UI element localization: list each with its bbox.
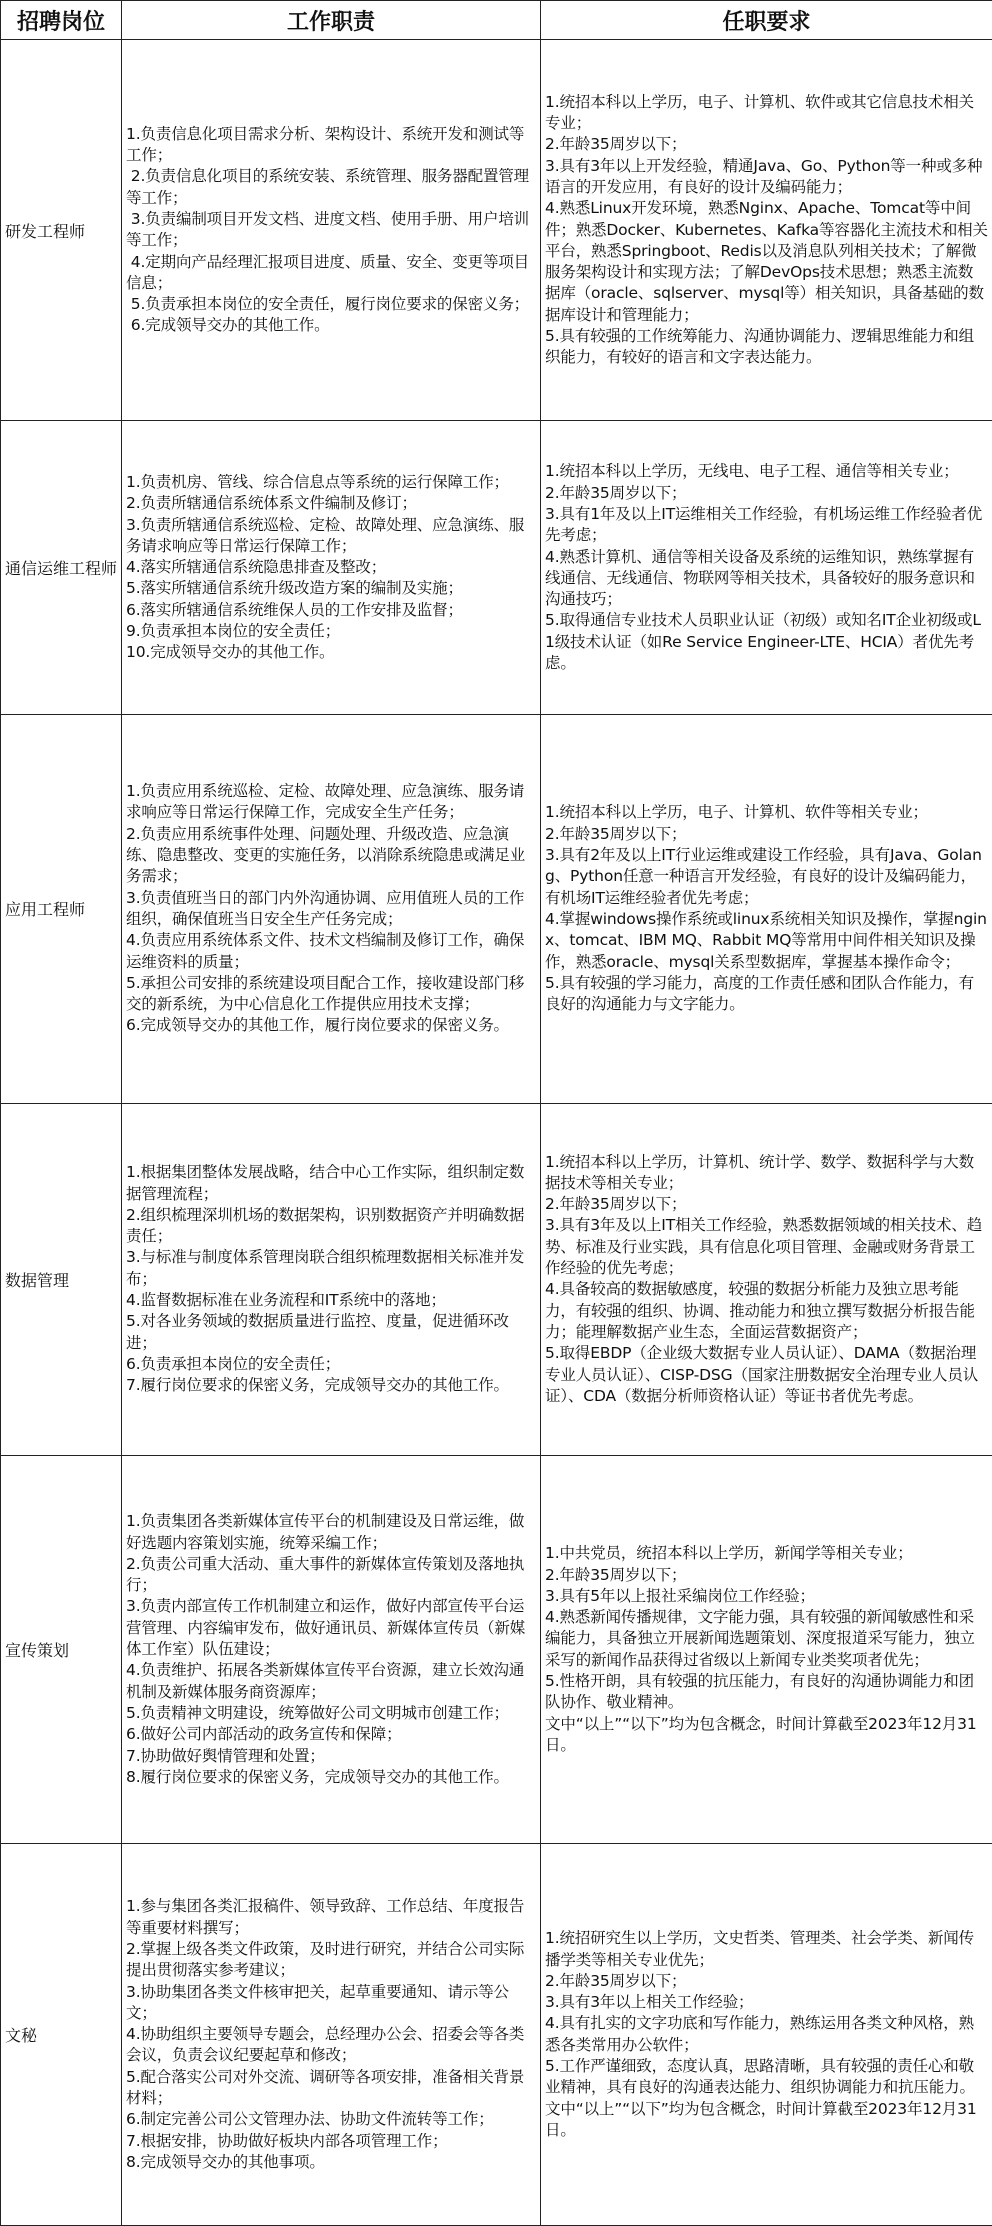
duty-item: 8.履行岗位要求的保密义务，完成领导交办的其他工作。 xyxy=(126,1767,509,1786)
requirements-cell xyxy=(541,1844,992,2226)
duty-item: 2.负责应用系统事件处理、问题处理、升级改造、应急演练、隐患整改、变更的实施任务，以消除系统隐患或满足业务需求； xyxy=(126,824,526,886)
requirement-item: 5.取得EBDP（企业级大数据专业人员认证）、DAMA（数据治理专业人员认证）、CISP-DSG（国家注册数据安全治理专业人员认证）、CDA（数据分析师资格认证）等证书者优先考虑。 xyxy=(545,1344,979,1405)
duty-item: 8.完成领导交办的其他事项。 xyxy=(126,2152,325,2171)
duty-item: 5.落实所辖通信系统升级改造方案的编制及实施； xyxy=(126,579,463,598)
duty-item: 1.负责应用系统巡检、定检、故障处理、应急演练、服务请求响应等日常运行保障工作，完成安全生产任务； xyxy=(126,782,525,822)
requirement-item: 4.熟悉新闻传播规律，文字能力强，具有较强的新闻敏感性和采编能力，具备独立开展新闻选题策划、深度报道采写能力，独立采写的新闻作品获得过省级以上新闻专业类奖项者优先； xyxy=(545,1608,975,1669)
duty-item: 2.掌握上级各类文件政策，及时进行研究，并结合公司实际提出贯彻落实参考建议； xyxy=(126,1939,525,1980)
requirement-item: 1.统招本科以上学历，电子、计算机、软件等相关专业； xyxy=(545,803,928,822)
requirement-item: 3.具有3年以上相关工作经验； xyxy=(545,1993,754,2012)
duty-item: 4.协助组织主要领导专题会，总经理办公会、招委会等各类会议，负责会议纪要起草和修改； xyxy=(126,2025,525,2065)
requirement-item: 4.熟悉Linux开发环境，熟悉Nginx、Apache、Tomcat等中间件；熟悉Docker、Kubernetes、Kafka等容器化主流技术和相关平台，熟悉Springboot、Redis以及消息队列相关技术；了解微服务架构设计和实现方法；了解DevOps技术思想；熟悉主流数据库（oracle、sqlserver、mysql等）相关知识，具备基础的数据库设计和管理能力； xyxy=(545,199,988,324)
duty-item: 3.负责内部宣传工作机制建立和运作，做好内部宣传平台运营管理、内容编审发布，做好通讯员、新媒体宣传员（新媒体工作室）队伍建设； xyxy=(126,1597,526,1659)
requirement-item: 4.具有扎实的文字功底和写作能力，熟练运用各类文种风格，熟悉各类常用办公软件； xyxy=(545,2014,974,2054)
position-name: 应用工程师 xyxy=(1,715,122,1104)
duties-cell xyxy=(122,715,541,1104)
requirement-item: 4.掌握windows操作系统或linux系统相关知识及操作，掌握nginx、tomcat、IBM MQ、Rabbit MQ等常用中间件相关知识及操作，熟悉oracle、mysql关系型数据库，掌握基本操作命令； xyxy=(545,909,987,971)
duty-item: 5.承担公司安排的系统建设项目配合工作，接收建设部门移交的新系统，为中心信息化工作提供应用技术支撑； xyxy=(126,973,525,1014)
requirement-item: 4.具备较高的数据敏感度，较强的数据分析能力及独立思考能力，有较强的组织、协调、推动能力和独立撰写数据分析报告能力；能理解数据产业生态，全面运营数据资产； xyxy=(545,1280,975,1341)
duty-item: 3.协助集团各类文件核审把关，起草重要通知、请示等公文； xyxy=(126,1982,509,2022)
requirement-item: 3.具有2年及以上IT行业运维或建设工作经验，具有Java、Golang、Python任意一种语言开发经验，有良好的设计及编码能力，有机场IT运维经验者优先考虑； xyxy=(545,846,982,907)
requirement-item: 2.年龄35周岁以下； xyxy=(545,1195,687,1214)
duty-item: 3.负责所辖通信系统巡检、定检、故障处理、应急演练、服务请求响应等日常运行保障工作； xyxy=(126,515,525,555)
duty-item: 6.落实所辖通信系统维保人员的工作安排及监督； xyxy=(126,600,463,619)
duty-item: 4.负责维护、拓展各类新媒体宣传平台资源，建立长效沟通机制及新媒体服务商资源库； xyxy=(126,1661,525,1701)
duty-item: 4.落实所辖通信系统隐患排查及整改； xyxy=(126,558,387,577)
duty-item: 7.根据安排，协助做好板块内部各项管理工作； xyxy=(126,2131,448,2150)
requirement-item: 2.年龄35周岁以下； xyxy=(545,483,687,502)
duties-cell xyxy=(122,1844,541,2226)
requirements-cell xyxy=(541,1455,992,1844)
requirements-cell xyxy=(541,715,992,1104)
duty-item: 1.根据集团整体发展战略，结合中心工作实际，组织制定数据管理流程； xyxy=(126,1163,525,1203)
job-row-rd-engineer xyxy=(1,40,992,421)
requirement-item: 1.统招研究生以上学历，文史哲类、管理类、社会学类、新闻传播学类等相关专业优先； xyxy=(545,1929,974,1969)
requirement-item: 3.具有5年以上报社采编岗位工作经验； xyxy=(545,1586,815,1605)
requirement-item: 4.熟悉计算机、通信等相关设备及系统的运维知识，熟练掌握有线通信、无线通信、物联网等相关技术，具备较好的服务意识和沟通技巧； xyxy=(545,547,975,609)
requirement-item: 3.具有3年以上开发经验，精通Java、Go、Python等一种或多种语言的开发应用，有良好的设计及编码能力； xyxy=(545,156,983,196)
requirement-item: 5.具有较强的学习能力，高度的工作责任感和团队合作能力，有良好的沟通能力与文字能力。 xyxy=(545,973,974,1014)
requirement-item: 2.年龄35周岁以下； xyxy=(545,135,687,154)
duty-item: 7.协助做好舆情管理和处置； xyxy=(126,1746,325,1765)
requirement-item: 1.中共党员，统招本科以上学历，新闻学等相关专业； xyxy=(545,1544,913,1563)
header-duties: 工作职责 xyxy=(122,1,541,40)
header-requirements: 任职要求 xyxy=(541,1,992,40)
duties-cell xyxy=(122,1103,541,1455)
duty-item: 4.定期向产品经理汇报项目进度、质量、安全、变更等项目信息； xyxy=(126,252,530,292)
duty-item: 5.配合落实公司对外交流、调研等各项安排，准备相关背景材料； xyxy=(126,2067,525,2107)
duty-item: 2.负责所辖通信系统体系文件编制及修订； xyxy=(126,494,417,513)
duty-item: 1.负责信息化项目需求分析、架构设计、系统开发和测试等工作； xyxy=(126,124,525,165)
duty-item: 7.履行岗位要求的保密义务，完成领导交办的其他工作。 xyxy=(126,1376,509,1395)
duty-item: 2.负责公司重大活动、重大事件的新媒体宣传策划及落地执行； xyxy=(126,1554,525,1595)
duty-item: 6.做好公司内部活动的政务宣传和保障； xyxy=(126,1725,402,1744)
requirement-item: 文中“以上”“以下”均为包含概念，时间计算截至2023年12月31日。 xyxy=(545,1714,977,1754)
requirements-cell xyxy=(541,1103,992,1455)
duty-item: 1.负责集团各类新媒体宣传平台的机制建设及日常运维，做好选题内容策划实施，统筹采编工作； xyxy=(126,1512,525,1552)
requirement-item: 2.年龄35周岁以下； xyxy=(545,1565,687,1584)
duty-item: 9.负责承担本岗位的安全责任； xyxy=(126,622,341,641)
requirement-item: 2.年龄35周岁以下； xyxy=(545,1971,687,1990)
requirement-item: 5.工作严谨细致，态度认真，思路清晰，具有较强的责任心和敬业精神，具有良好的沟通表达能力、组织协调能力和抗压能力。 xyxy=(545,2057,975,2097)
duty-item: 3.与标准与制度体系管理岗联合组织梳理数据相关标准并发布； xyxy=(126,1248,525,1288)
job-row-publicity-planning xyxy=(1,1455,992,1844)
duty-item: 6.完成领导交办的其他工作，履行岗位要求的保密义务。 xyxy=(126,1016,509,1035)
duties-cell xyxy=(122,40,541,421)
duty-item: 6.制定完善公司公文管理办法、协助文件流转等工作； xyxy=(126,2110,494,2129)
requirement-item: 3.具有1年及以上IT运维相关工作经验，有机场运维工作经验者优先考虑； xyxy=(545,504,983,545)
header-position: 招聘岗位 xyxy=(1,1,122,40)
duty-item: 2.负责信息化项目的系统安装、系统管理、服务器配置管理等工作； xyxy=(126,167,530,207)
position-name: 研发工程师 xyxy=(1,40,122,421)
duty-item: 1.负责机房、管线、综合信息点等系统的运行保障工作； xyxy=(126,473,509,491)
duty-item: 3.负责值班当日的部门内外沟通协调、应用值班人员的工作组织，确保值班当日安全生产任务完成； xyxy=(126,888,525,928)
requirement-item: 1.统招本科以上学历，计算机、统计学、数学、数据科学与大数据技术等相关专业； xyxy=(545,1152,974,1192)
duty-item: 4.监督数据标准在业务流程和IT系统中的落地； xyxy=(126,1291,446,1309)
duty-item: 10.完成领导交办的其他工作。 xyxy=(126,643,335,662)
job-row-secretary xyxy=(1,1844,992,2226)
position-name: 宣传策划 xyxy=(1,1455,122,1844)
position-name: 文秘 xyxy=(1,1844,122,2226)
position-name: 通信运维工程师 xyxy=(1,421,122,715)
requirement-item: 5.具有较强的工作统筹能力、沟通协调能力、逻辑思维能力和组织能力，有较好的语言和文字表达能力。 xyxy=(545,327,974,367)
requirement-item: 1.统招本科以上学历，无线电、电子工程、通信等相关专业； xyxy=(545,462,959,481)
duty-item: 4.负责应用系统体系文件、技术文档编制及修订工作，确保运维资料的质量； xyxy=(126,931,525,971)
job-row-telecom-ops-engineer xyxy=(1,421,992,715)
duty-item: 6.完成领导交办的其他工作。 xyxy=(126,316,330,335)
header-row xyxy=(1,1,992,40)
duties-cell xyxy=(122,1455,541,1844)
requirement-item: 1.统招本科以上学历，电子、计算机、软件或其它信息技术相关专业； xyxy=(545,92,974,133)
requirements-cell xyxy=(541,40,992,421)
duty-item: 5.对各业务领域的数据质量进行监控、度量，促进循环改进； xyxy=(126,1312,509,1352)
requirement-item: 2.年龄35周岁以下； xyxy=(545,824,687,843)
duty-item: 5.负责精神文明建设，统筹做好公司文明城市创建工作； xyxy=(126,1703,509,1722)
requirement-item: 3.具有3年及以上IT相关工作经验，熟悉数据领域的相关技术、趋势、标准及行业实践，具有信息化项目管理、金融或财务背景工作经验的优先考虑； xyxy=(545,1216,983,1278)
duty-item: 5.负责承担本岗位的安全责任，履行岗位要求的保密义务； xyxy=(126,295,530,314)
duties-cell xyxy=(122,421,541,715)
duty-item: 6.负责承担本岗位的安全责任； xyxy=(126,1354,341,1373)
requirements-cell xyxy=(541,421,992,715)
duty-item: 3.负责编制项目开发文档、进度文档、使用手册、用户培训等工作； xyxy=(126,209,530,250)
requirement-item: 文中“以上”“以下”均为包含概念，时间计算截至2023年12月31日。 xyxy=(545,2099,977,2139)
requirement-item: 5.取得通信专业技术人员职业认证（初级）或知名IT企业初级或L1级技术认证（如Re Service Engineer-LTE、HCIA）者优先考虑。 xyxy=(545,611,981,673)
duty-item: 1.参与集团各类汇报稿件、领导致辞、工作总结、年度报告等重要材料撰写； xyxy=(126,1897,525,1937)
duty-item: 2.组织梳理深圳机场的数据架构，识别数据资产并明确数据责任； xyxy=(126,1205,525,1246)
job-row-application-engineer xyxy=(1,715,992,1104)
requirement-item: 5.性格开朗，具有较强的抗压能力，有良好的沟通协调能力和团队协作、敬业精神。 xyxy=(545,1672,974,1712)
job-row-data-management xyxy=(1,1103,992,1455)
position-name: 数据管理 xyxy=(1,1103,122,1455)
